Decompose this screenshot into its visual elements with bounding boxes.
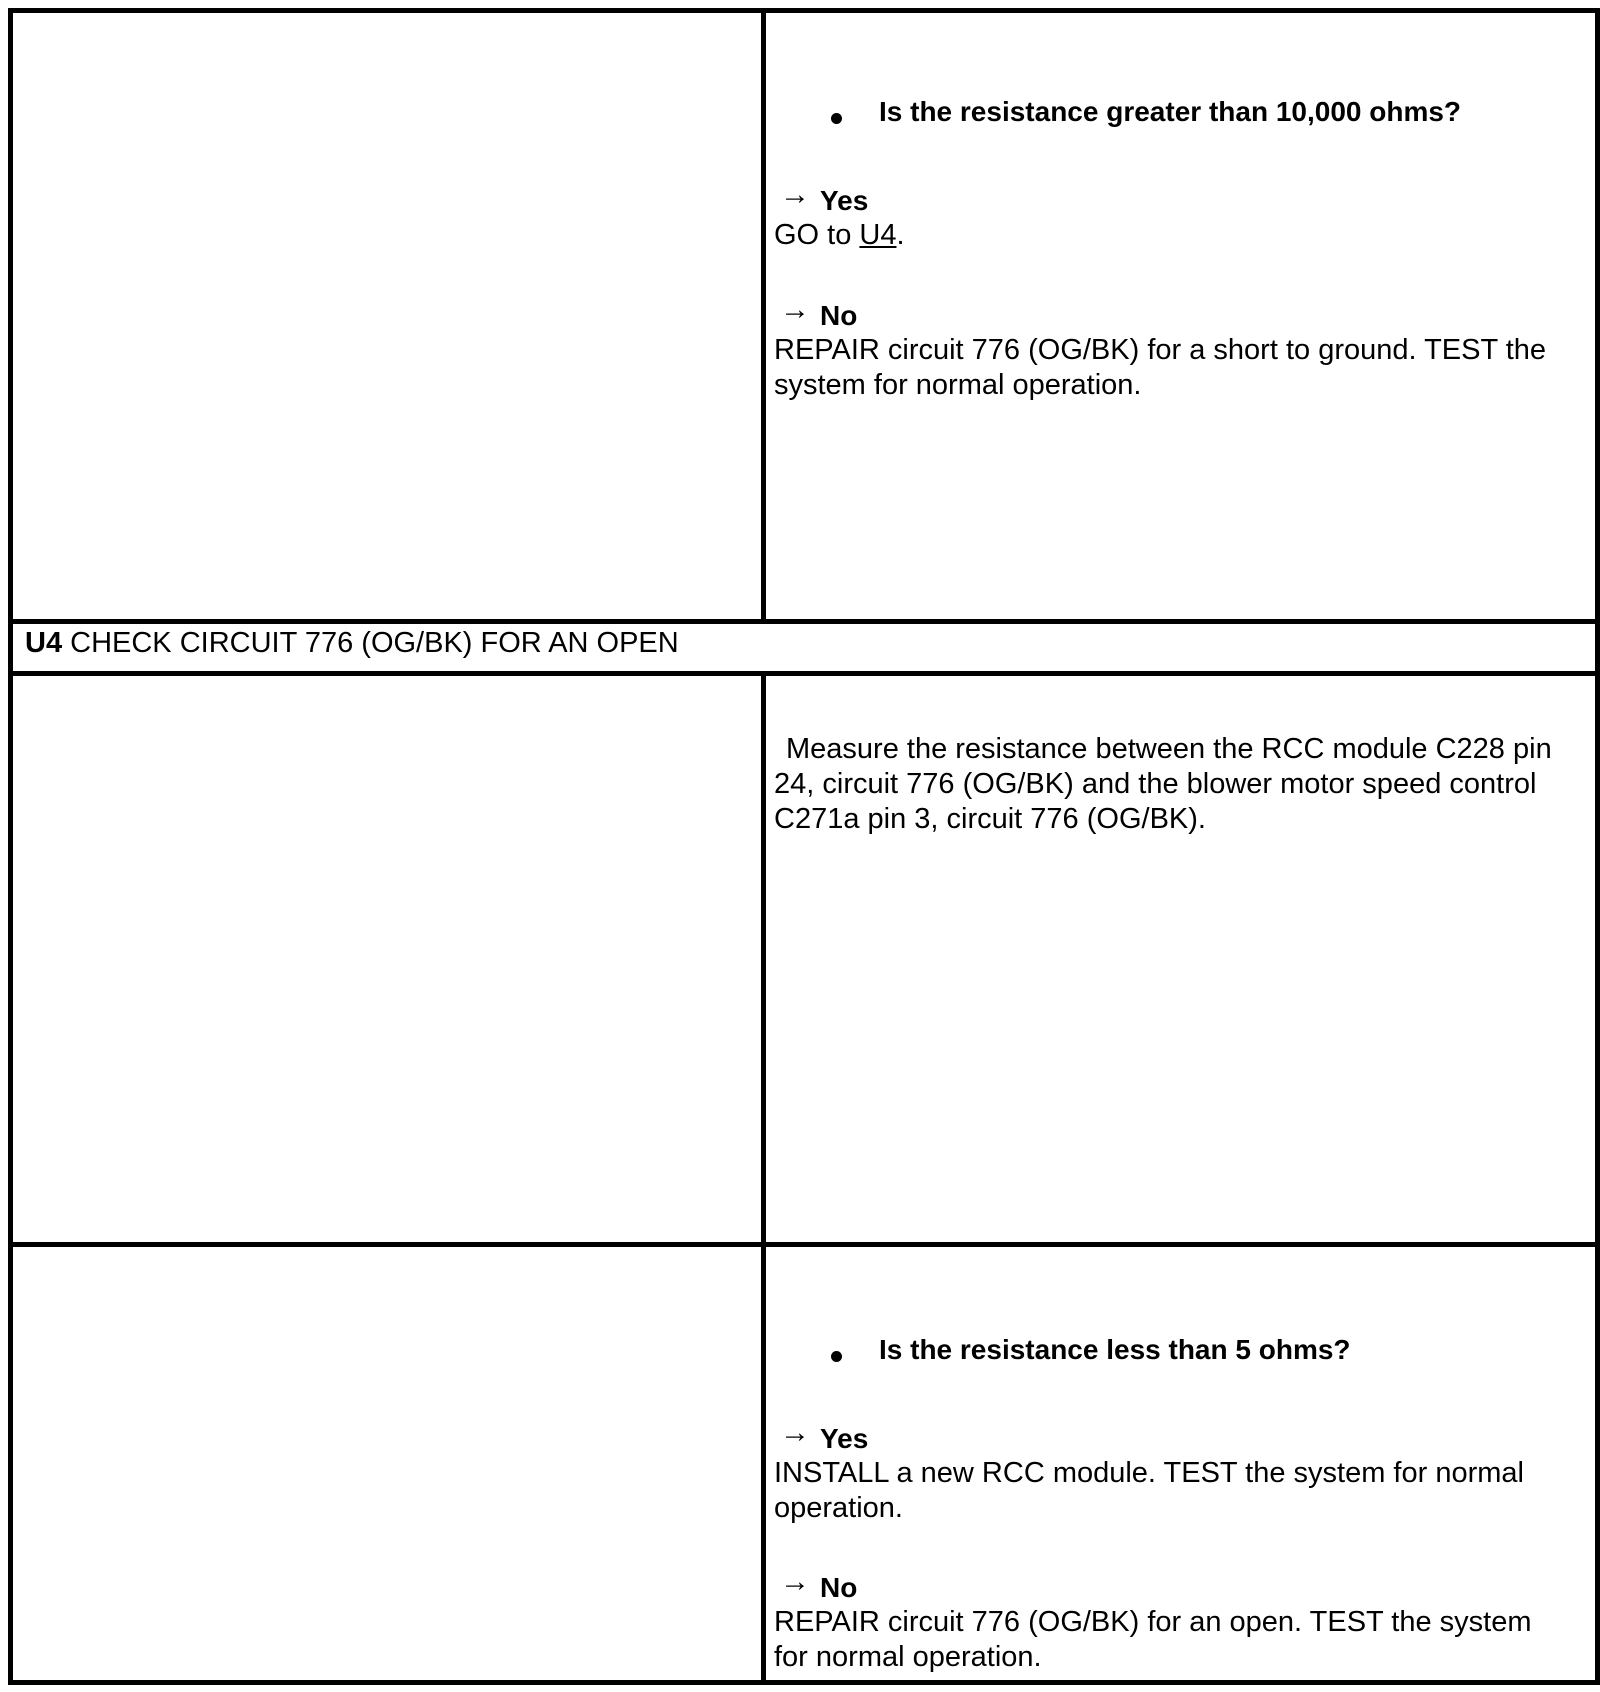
no-action-line-2: for normal operation.	[774, 1641, 1042, 1673]
table-border-right	[1595, 8, 1600, 1685]
diagnostic-table	[8, 8, 1600, 1685]
arrow-right-icon: →	[780, 1416, 810, 1449]
yes-action-line-2: operation.	[774, 1492, 903, 1524]
step-title: CHECK CIRCUIT 776 (OG/BK) FOR AN OPEN	[70, 627, 679, 659]
image-cell-2	[13, 676, 761, 1242]
arrow-right-icon: →	[780, 1565, 810, 1598]
instruction-line-3: C271a pin 3, circuit 776 (OG/BK).	[774, 803, 1206, 835]
instruction-line-2: 24, circuit 776 (OG/BK) and the blower motor speed control	[774, 768, 1537, 800]
bullet-icon	[831, 1351, 842, 1362]
row-divider-1	[8, 619, 1600, 624]
column-divider-bottom	[761, 671, 766, 1685]
step-id: U4	[25, 627, 63, 659]
yes-action-line-1: INSTALL a new RCC module. TEST the system for normal	[774, 1457, 1524, 1489]
column-divider-top	[761, 8, 766, 624]
no-action-line-1: REPAIR circuit 776 (OG/BK) for an open. TEST the system	[774, 1606, 1532, 1638]
image-cell-3	[13, 1247, 761, 1680]
yes-label: → Yes	[780, 178, 869, 216]
go-to-u4-link[interactable]: U4	[859, 219, 897, 251]
arrow-right-icon: →	[780, 293, 810, 326]
question-text: Is the resistance less than 5 ohms?	[879, 1334, 1351, 1365]
no-action-line-2: system for normal operation.	[774, 369, 1142, 401]
table-border-bottom	[8, 1680, 1600, 1685]
no-label: → No	[780, 1565, 858, 1603]
arrow-right-icon: →	[780, 178, 810, 211]
step-heading-u4	[25, 627, 679, 660]
question-text: Is the resistance greater than 10,000 ohms?	[879, 96, 1462, 127]
no-label: → No	[780, 293, 858, 331]
yes-label: → Yes	[780, 1416, 869, 1454]
yes-action: GO to U4.	[774, 219, 905, 251]
image-cell-1	[13, 13, 761, 619]
no-action-line-1: REPAIR circuit 776 (OG/BK) for a short to ground. TEST the	[774, 334, 1547, 366]
bullet-icon	[831, 113, 842, 124]
instruction-line-1: Measure the resistance between the RCC module C228 pin	[786, 733, 1552, 765]
